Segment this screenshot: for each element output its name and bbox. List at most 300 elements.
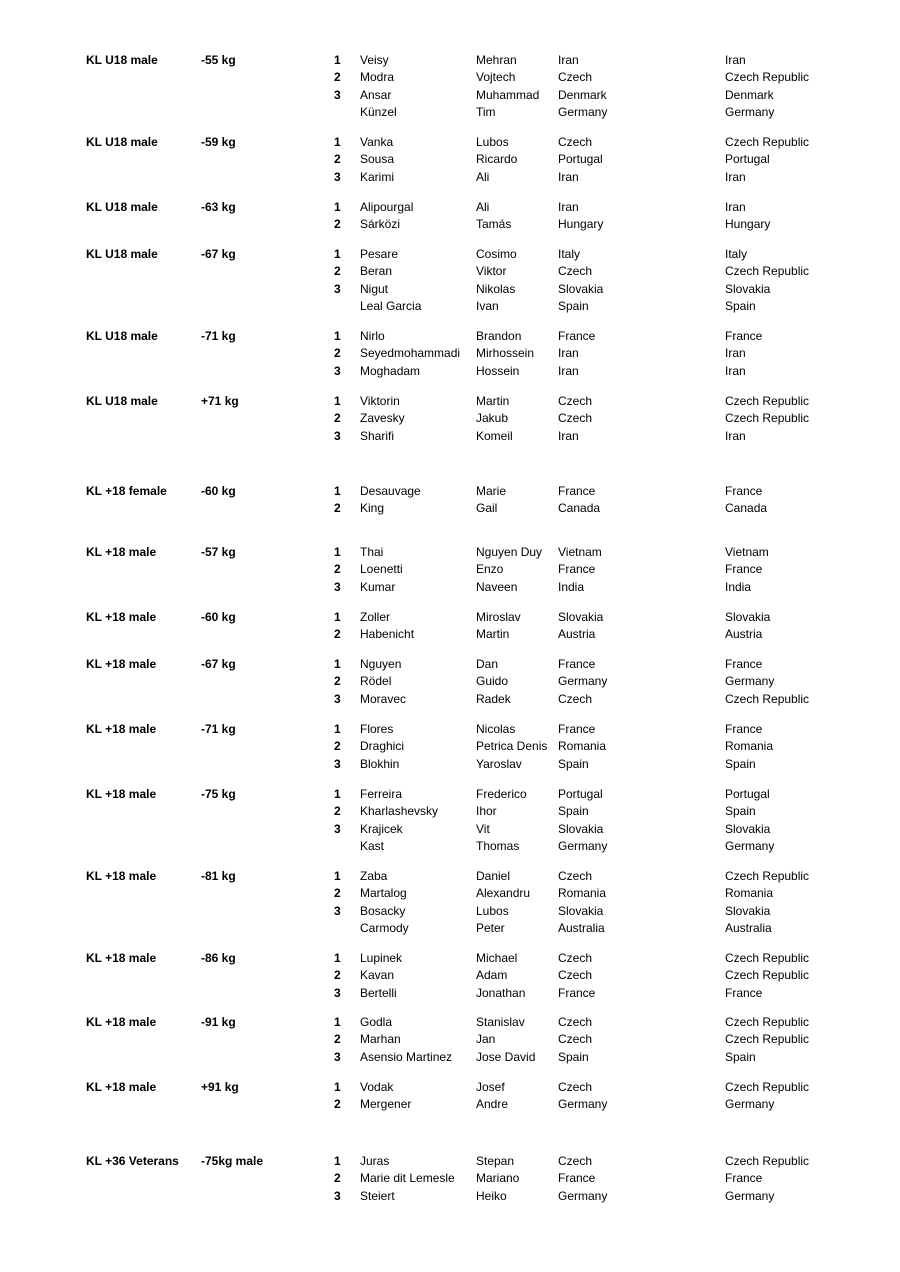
- first-name-cell: Lubos: [476, 135, 509, 149]
- result-row: [0, 1096, 900, 1113]
- result-row: [0, 579, 900, 596]
- category-label: KL U18 male: [86, 200, 158, 214]
- first-name-cell: Tim: [476, 105, 496, 119]
- result-row: [0, 328, 900, 345]
- last-name-cell: Nirlo: [360, 329, 385, 343]
- country-cell: Czech: [558, 1032, 593, 1046]
- result-row: [0, 756, 900, 773]
- country-full-cell: Iran: [725, 429, 746, 443]
- last-name-cell: Sharifi: [360, 429, 395, 443]
- category-label: KL +18 male: [86, 1015, 157, 1029]
- country-full-cell: Czech Republic: [725, 1154, 810, 1168]
- first-name-cell: Guido: [476, 674, 509, 688]
- rank-cell: 2: [334, 674, 341, 688]
- first-name-cell: Brandon: [476, 329, 522, 343]
- last-name-cell: Vodak: [360, 1080, 394, 1094]
- country-cell: France: [558, 722, 596, 736]
- first-name-cell: Martin: [476, 627, 510, 641]
- country-full-cell: Germany: [725, 1189, 775, 1203]
- country-full-cell: Iran: [725, 200, 746, 214]
- country-full-cell: Denmark: [725, 88, 774, 102]
- country-cell: Iran: [558, 53, 579, 67]
- country-cell: Portugal: [558, 787, 603, 801]
- country-full-cell: Romania: [725, 739, 774, 753]
- country-cell: France: [558, 1171, 596, 1185]
- weight-class-label: -59 kg: [201, 135, 236, 149]
- country-full-cell: Iran: [725, 53, 746, 67]
- last-name-cell: Moghadam: [360, 364, 421, 378]
- last-name-cell: Zoller: [360, 610, 391, 624]
- rank-cell: 1: [334, 610, 341, 624]
- country-cell: Spain: [558, 299, 589, 313]
- rank-cell: 3: [334, 904, 341, 918]
- rank-cell: 1: [334, 787, 341, 801]
- result-row: [0, 169, 900, 186]
- country-full-cell: Czech Republic: [725, 394, 810, 408]
- first-name-cell: Martin: [476, 394, 510, 408]
- country-cell: Canada: [558, 501, 601, 515]
- rank-cell: 3: [334, 1050, 341, 1064]
- first-name-cell: Andre: [476, 1097, 509, 1111]
- rank-cell: 1: [334, 722, 341, 736]
- last-name-cell: Nguyen: [360, 657, 402, 671]
- first-name-cell: Nikolas: [476, 282, 516, 296]
- last-name-cell: Mergener: [360, 1097, 412, 1111]
- first-name-cell: Frederico: [476, 787, 527, 801]
- country-full-cell: Czech Republic: [725, 1032, 810, 1046]
- country-cell: Czech: [558, 951, 593, 965]
- first-name-cell: Muhammad: [476, 88, 540, 102]
- last-name-cell: Blokhin: [360, 757, 400, 771]
- last-name-cell: Beran: [360, 264, 393, 278]
- last-name-cell: Lupinek: [360, 951, 403, 965]
- last-name-cell: Kharlashevsky: [360, 804, 439, 818]
- country-full-cell: Iran: [725, 364, 746, 378]
- country-full-cell: Spain: [725, 757, 756, 771]
- last-name-cell: Martalog: [360, 886, 407, 900]
- first-name-cell: Peter: [476, 921, 505, 935]
- first-name-cell: Mehran: [476, 53, 517, 67]
- first-name-cell: Marie: [476, 484, 507, 498]
- category-label: KL U18 male: [86, 53, 158, 67]
- rank-cell: 2: [334, 217, 341, 231]
- last-name-cell: Zavesky: [360, 411, 405, 425]
- result-row: [0, 199, 900, 216]
- last-name-cell: Rödel: [360, 674, 392, 688]
- country-full-cell: Czech Republic: [725, 869, 810, 883]
- country-cell: France: [558, 329, 596, 343]
- last-name-cell: Pesare: [360, 247, 399, 261]
- result-row: [0, 656, 900, 673]
- last-name-cell: Asensio Martinez: [360, 1050, 453, 1064]
- country-full-cell: Austria: [725, 627, 763, 641]
- category-label: KL +18 male: [86, 787, 157, 801]
- country-cell: Iran: [558, 364, 579, 378]
- country-cell: Iran: [558, 200, 579, 214]
- rank-cell: 1: [334, 200, 341, 214]
- rank-cell: 3: [334, 580, 341, 594]
- rank-cell: 3: [334, 986, 341, 1000]
- category-label: KL +18 male: [86, 545, 157, 559]
- result-row: [0, 803, 900, 820]
- country-cell: Spain: [558, 1050, 589, 1064]
- result-row: [0, 721, 900, 738]
- result-row: [0, 920, 900, 937]
- last-name-cell: Seyedmohammadi: [360, 346, 461, 360]
- country-cell: Australia: [558, 921, 605, 935]
- rank-cell: 3: [334, 822, 341, 836]
- result-row: [0, 246, 900, 263]
- first-name-cell: Ihor: [476, 804, 497, 818]
- result-row: [0, 786, 900, 803]
- last-name-cell: Thai: [360, 545, 384, 559]
- rank-cell: 1: [334, 657, 341, 671]
- last-name-cell: Habenicht: [360, 627, 415, 641]
- result-row: [0, 216, 900, 233]
- first-name-cell: Mirhossein: [476, 346, 535, 360]
- rank-cell: 3: [334, 282, 341, 296]
- category-label: KL +18 male: [86, 722, 157, 736]
- rank-cell: 3: [334, 364, 341, 378]
- weight-class-label: -81 kg: [201, 869, 236, 883]
- last-name-cell: Kavan: [360, 968, 395, 982]
- rank-cell: 1: [334, 135, 341, 149]
- result-row: [0, 738, 900, 755]
- last-name-cell: Ansar: [360, 88, 392, 102]
- result-row: [0, 87, 900, 104]
- last-name-cell: Künzel: [360, 105, 397, 119]
- rank-cell: 2: [334, 739, 341, 753]
- result-row: [0, 1188, 900, 1205]
- first-name-cell: Enzo: [476, 562, 504, 576]
- country-cell: Czech: [558, 394, 593, 408]
- first-name-cell: Ricardo: [476, 152, 518, 166]
- first-name-cell: Cosimo: [476, 247, 517, 261]
- result-row: [0, 868, 900, 885]
- country-cell: Czech: [558, 1015, 593, 1029]
- result-row: [0, 967, 900, 984]
- rank-cell: 1: [334, 247, 341, 261]
- result-row: [0, 691, 900, 708]
- country-cell: Czech: [558, 135, 593, 149]
- country-cell: Austria: [558, 627, 596, 641]
- country-full-cell: Slovakia: [725, 822, 771, 836]
- result-row: [0, 345, 900, 362]
- first-name-cell: Dan: [476, 657, 499, 671]
- country-cell: India: [558, 580, 585, 594]
- last-name-cell: Nigut: [360, 282, 389, 296]
- last-name-cell: Kumar: [360, 580, 396, 594]
- country-cell: Czech: [558, 264, 593, 278]
- country-cell: Iran: [558, 346, 579, 360]
- country-full-cell: France: [725, 562, 763, 576]
- first-name-cell: Thomas: [476, 839, 520, 853]
- result-row: [0, 281, 900, 298]
- last-name-cell: Carmody: [360, 921, 409, 935]
- country-full-cell: Spain: [725, 804, 756, 818]
- rank-cell: 2: [334, 264, 341, 278]
- weight-class-label: +91 kg: [201, 1080, 239, 1094]
- country-cell: Slovakia: [558, 822, 604, 836]
- first-name-cell: Jose David: [476, 1050, 536, 1064]
- country-full-cell: Czech Republic: [725, 135, 810, 149]
- first-name-cell: Naveen: [476, 580, 518, 594]
- country-full-cell: Germany: [725, 674, 775, 688]
- country-cell: Germany: [558, 839, 608, 853]
- category-label: KL +18 male: [86, 1080, 157, 1094]
- rank-cell: 1: [334, 394, 341, 408]
- first-name-cell: Ali: [476, 170, 490, 184]
- rank-cell: 1: [334, 951, 341, 965]
- rank-cell: 3: [334, 692, 341, 706]
- result-row: [0, 609, 900, 626]
- first-name-cell: Ali: [476, 200, 490, 214]
- country-cell: Germany: [558, 105, 608, 119]
- result-row: [0, 1079, 900, 1096]
- first-name-cell: Jan: [476, 1032, 496, 1046]
- rank-cell: 3: [334, 757, 341, 771]
- result-row: [0, 134, 900, 151]
- country-cell: France: [558, 562, 596, 576]
- first-name-cell: Komeil: [476, 429, 513, 443]
- country-full-cell: Iran: [725, 346, 746, 360]
- country-full-cell: France: [725, 722, 763, 736]
- first-name-cell: Gail: [476, 501, 498, 515]
- country-full-cell: Canada: [725, 501, 768, 515]
- country-cell: Czech: [558, 869, 593, 883]
- country-cell: Spain: [558, 757, 589, 771]
- result-row: [0, 673, 900, 690]
- last-name-cell: Marhan: [360, 1032, 401, 1046]
- rank-cell: 2: [334, 627, 341, 641]
- last-name-cell: Desauvage: [360, 484, 421, 498]
- first-name-cell: Stepan: [476, 1154, 515, 1168]
- rank-cell: 2: [334, 1097, 341, 1111]
- category-label: KL +18 male: [86, 951, 157, 965]
- country-cell: Iran: [558, 170, 579, 184]
- last-name-cell: Sousa: [360, 152, 395, 166]
- last-name-cell: Alipourgal: [360, 200, 414, 214]
- rank-cell: 2: [334, 1171, 341, 1185]
- country-cell: Czech: [558, 411, 593, 425]
- rank-cell: 3: [334, 170, 341, 184]
- first-name-cell: Viktor: [476, 264, 507, 278]
- weight-class-label: -55 kg: [201, 53, 236, 67]
- weight-class-label: -67 kg: [201, 657, 236, 671]
- category-label: KL +36 Veterans: [86, 1154, 179, 1168]
- last-name-cell: Krajicek: [360, 822, 403, 836]
- country-full-cell: Czech Republic: [725, 411, 810, 425]
- country-full-cell: Portugal: [725, 152, 770, 166]
- country-full-cell: Hungary: [725, 217, 771, 231]
- country-cell: Czech: [558, 692, 593, 706]
- first-name-cell: Tamás: [476, 217, 512, 231]
- category-label: KL +18 male: [86, 657, 157, 671]
- country-cell: Slovakia: [558, 610, 604, 624]
- country-cell: Slovakia: [558, 904, 604, 918]
- first-name-cell: Adam: [476, 968, 508, 982]
- last-name-cell: Modra: [360, 70, 395, 84]
- country-cell: Germany: [558, 1189, 608, 1203]
- last-name-cell: Leal Garcia: [360, 299, 422, 313]
- result-row: [0, 885, 900, 902]
- rank-cell: 1: [334, 1015, 341, 1029]
- country-full-cell: Czech Republic: [725, 692, 810, 706]
- result-row: [0, 104, 900, 121]
- country-cell: Hungary: [558, 217, 604, 231]
- rank-cell: 1: [334, 869, 341, 883]
- category-label: KL U18 male: [86, 394, 158, 408]
- country-full-cell: Iran: [725, 170, 746, 184]
- result-row: [0, 561, 900, 578]
- country-cell: Slovakia: [558, 282, 604, 296]
- rank-cell: 1: [334, 53, 341, 67]
- result-row: [0, 821, 900, 838]
- rank-cell: 2: [334, 1032, 341, 1046]
- first-name-cell: Jonathan: [476, 986, 526, 1000]
- country-full-cell: Italy: [725, 247, 748, 261]
- result-row: [0, 263, 900, 280]
- last-name-cell: Bosacky: [360, 904, 406, 918]
- country-cell: France: [558, 484, 596, 498]
- country-full-cell: Czech Republic: [725, 951, 810, 965]
- first-name-cell: Heiko: [476, 1189, 507, 1203]
- last-name-cell: Kast: [360, 839, 385, 853]
- first-name-cell: Lubos: [476, 904, 509, 918]
- result-row: [0, 1153, 900, 1170]
- country-full-cell: Czech Republic: [725, 968, 810, 982]
- last-name-cell: Veisy: [360, 53, 389, 67]
- last-name-cell: Godla: [360, 1015, 393, 1029]
- rank-cell: 3: [334, 429, 341, 443]
- country-full-cell: Czech Republic: [725, 1080, 810, 1094]
- last-name-cell: Draghici: [360, 739, 405, 753]
- country-full-cell: Slovakia: [725, 904, 771, 918]
- weight-class-label: -86 kg: [201, 951, 236, 965]
- country-full-cell: Vietnam: [725, 545, 769, 559]
- weight-class-label: -71 kg: [201, 329, 236, 343]
- first-name-cell: Hossein: [476, 364, 520, 378]
- first-name-cell: Miroslav: [476, 610, 521, 624]
- result-row: [0, 626, 900, 643]
- country-full-cell: France: [725, 484, 763, 498]
- weight-class-label: -75 kg: [201, 787, 236, 801]
- rank-cell: 2: [334, 804, 341, 818]
- first-name-cell: Mariano: [476, 1171, 520, 1185]
- weight-class-label: -91 kg: [201, 1015, 236, 1029]
- result-row: [0, 52, 900, 69]
- country-full-cell: Czech Republic: [725, 264, 810, 278]
- country-cell: Denmark: [558, 88, 607, 102]
- result-row: [0, 410, 900, 427]
- country-cell: Romania: [558, 886, 607, 900]
- first-name-cell: Ivan: [476, 299, 499, 313]
- last-name-cell: Marie dit Lemesle: [360, 1171, 455, 1185]
- country-cell: France: [558, 986, 596, 1000]
- country-cell: Vietnam: [558, 545, 602, 559]
- rank-cell: 2: [334, 346, 341, 360]
- first-name-cell: Nicolas: [476, 722, 516, 736]
- rank-cell: 2: [334, 152, 341, 166]
- first-name-cell: Daniel: [476, 869, 511, 883]
- result-row: [0, 544, 900, 561]
- category-label: KL U18 male: [86, 135, 158, 149]
- country-cell: Czech: [558, 70, 593, 84]
- rank-cell: 3: [334, 1189, 341, 1203]
- result-row: [0, 985, 900, 1002]
- result-row: [0, 1049, 900, 1066]
- country-full-cell: France: [725, 986, 763, 1000]
- country-cell: Italy: [558, 247, 581, 261]
- result-row: [0, 1170, 900, 1187]
- country-full-cell: Germany: [725, 839, 775, 853]
- country-full-cell: France: [725, 657, 763, 671]
- rank-cell: 3: [334, 88, 341, 102]
- first-name-cell: Michael: [476, 951, 518, 965]
- last-name-cell: Flores: [360, 722, 394, 736]
- first-name-cell: Vojtech: [476, 70, 516, 84]
- country-cell: Czech: [558, 1080, 593, 1094]
- country-cell: Germany: [558, 674, 608, 688]
- country-full-cell: Romania: [725, 886, 774, 900]
- weight-class-label: -67 kg: [201, 247, 236, 261]
- category-label: KL U18 male: [86, 329, 158, 343]
- rank-cell: 2: [334, 968, 341, 982]
- last-name-cell: Zaba: [360, 869, 388, 883]
- country-full-cell: Spain: [725, 1050, 756, 1064]
- result-row: [0, 69, 900, 86]
- last-name-cell: Bertelli: [360, 986, 397, 1000]
- country-full-cell: Slovakia: [725, 282, 771, 296]
- category-label: KL U18 male: [86, 247, 158, 261]
- rank-cell: 1: [334, 1080, 341, 1094]
- weight-class-label: -57 kg: [201, 545, 236, 559]
- country-full-cell: Czech Republic: [725, 1015, 810, 1029]
- last-name-cell: Juras: [360, 1154, 390, 1168]
- rank-cell: 2: [334, 501, 341, 515]
- country-cell: Czech: [558, 1154, 593, 1168]
- category-label: KL +18 female: [86, 484, 167, 498]
- country-full-cell: Portugal: [725, 787, 770, 801]
- last-name-cell: King: [360, 501, 385, 515]
- country-cell: Iran: [558, 429, 579, 443]
- last-name-cell: Viktorin: [360, 394, 400, 408]
- last-name-cell: Steiert: [360, 1189, 395, 1203]
- rank-cell: 1: [334, 484, 341, 498]
- result-row: [0, 500, 900, 517]
- country-full-cell: Slovakia: [725, 610, 771, 624]
- rank-cell: 1: [334, 329, 341, 343]
- last-name-cell: Loenetti: [360, 562, 403, 576]
- category-label: KL +18 male: [86, 610, 157, 624]
- result-row: [0, 1014, 900, 1031]
- first-name-cell: Vit: [476, 822, 490, 836]
- first-name-cell: Alexandru: [476, 886, 531, 900]
- country-cell: Romania: [558, 739, 607, 753]
- rank-cell: 1: [334, 545, 341, 559]
- weight-class-label: -60 kg: [201, 610, 236, 624]
- weight-class-label: +71 kg: [201, 394, 239, 408]
- last-name-cell: Karimi: [360, 170, 395, 184]
- rank-cell: 1: [334, 1154, 341, 1168]
- first-name-cell: Yaroslav: [476, 757, 522, 771]
- first-name-cell: Josef: [476, 1080, 505, 1094]
- result-row: [0, 903, 900, 920]
- country-full-cell: Germany: [725, 1097, 775, 1111]
- rank-cell: 2: [334, 70, 341, 84]
- result-row: [0, 483, 900, 500]
- last-name-cell: Vanka: [360, 135, 394, 149]
